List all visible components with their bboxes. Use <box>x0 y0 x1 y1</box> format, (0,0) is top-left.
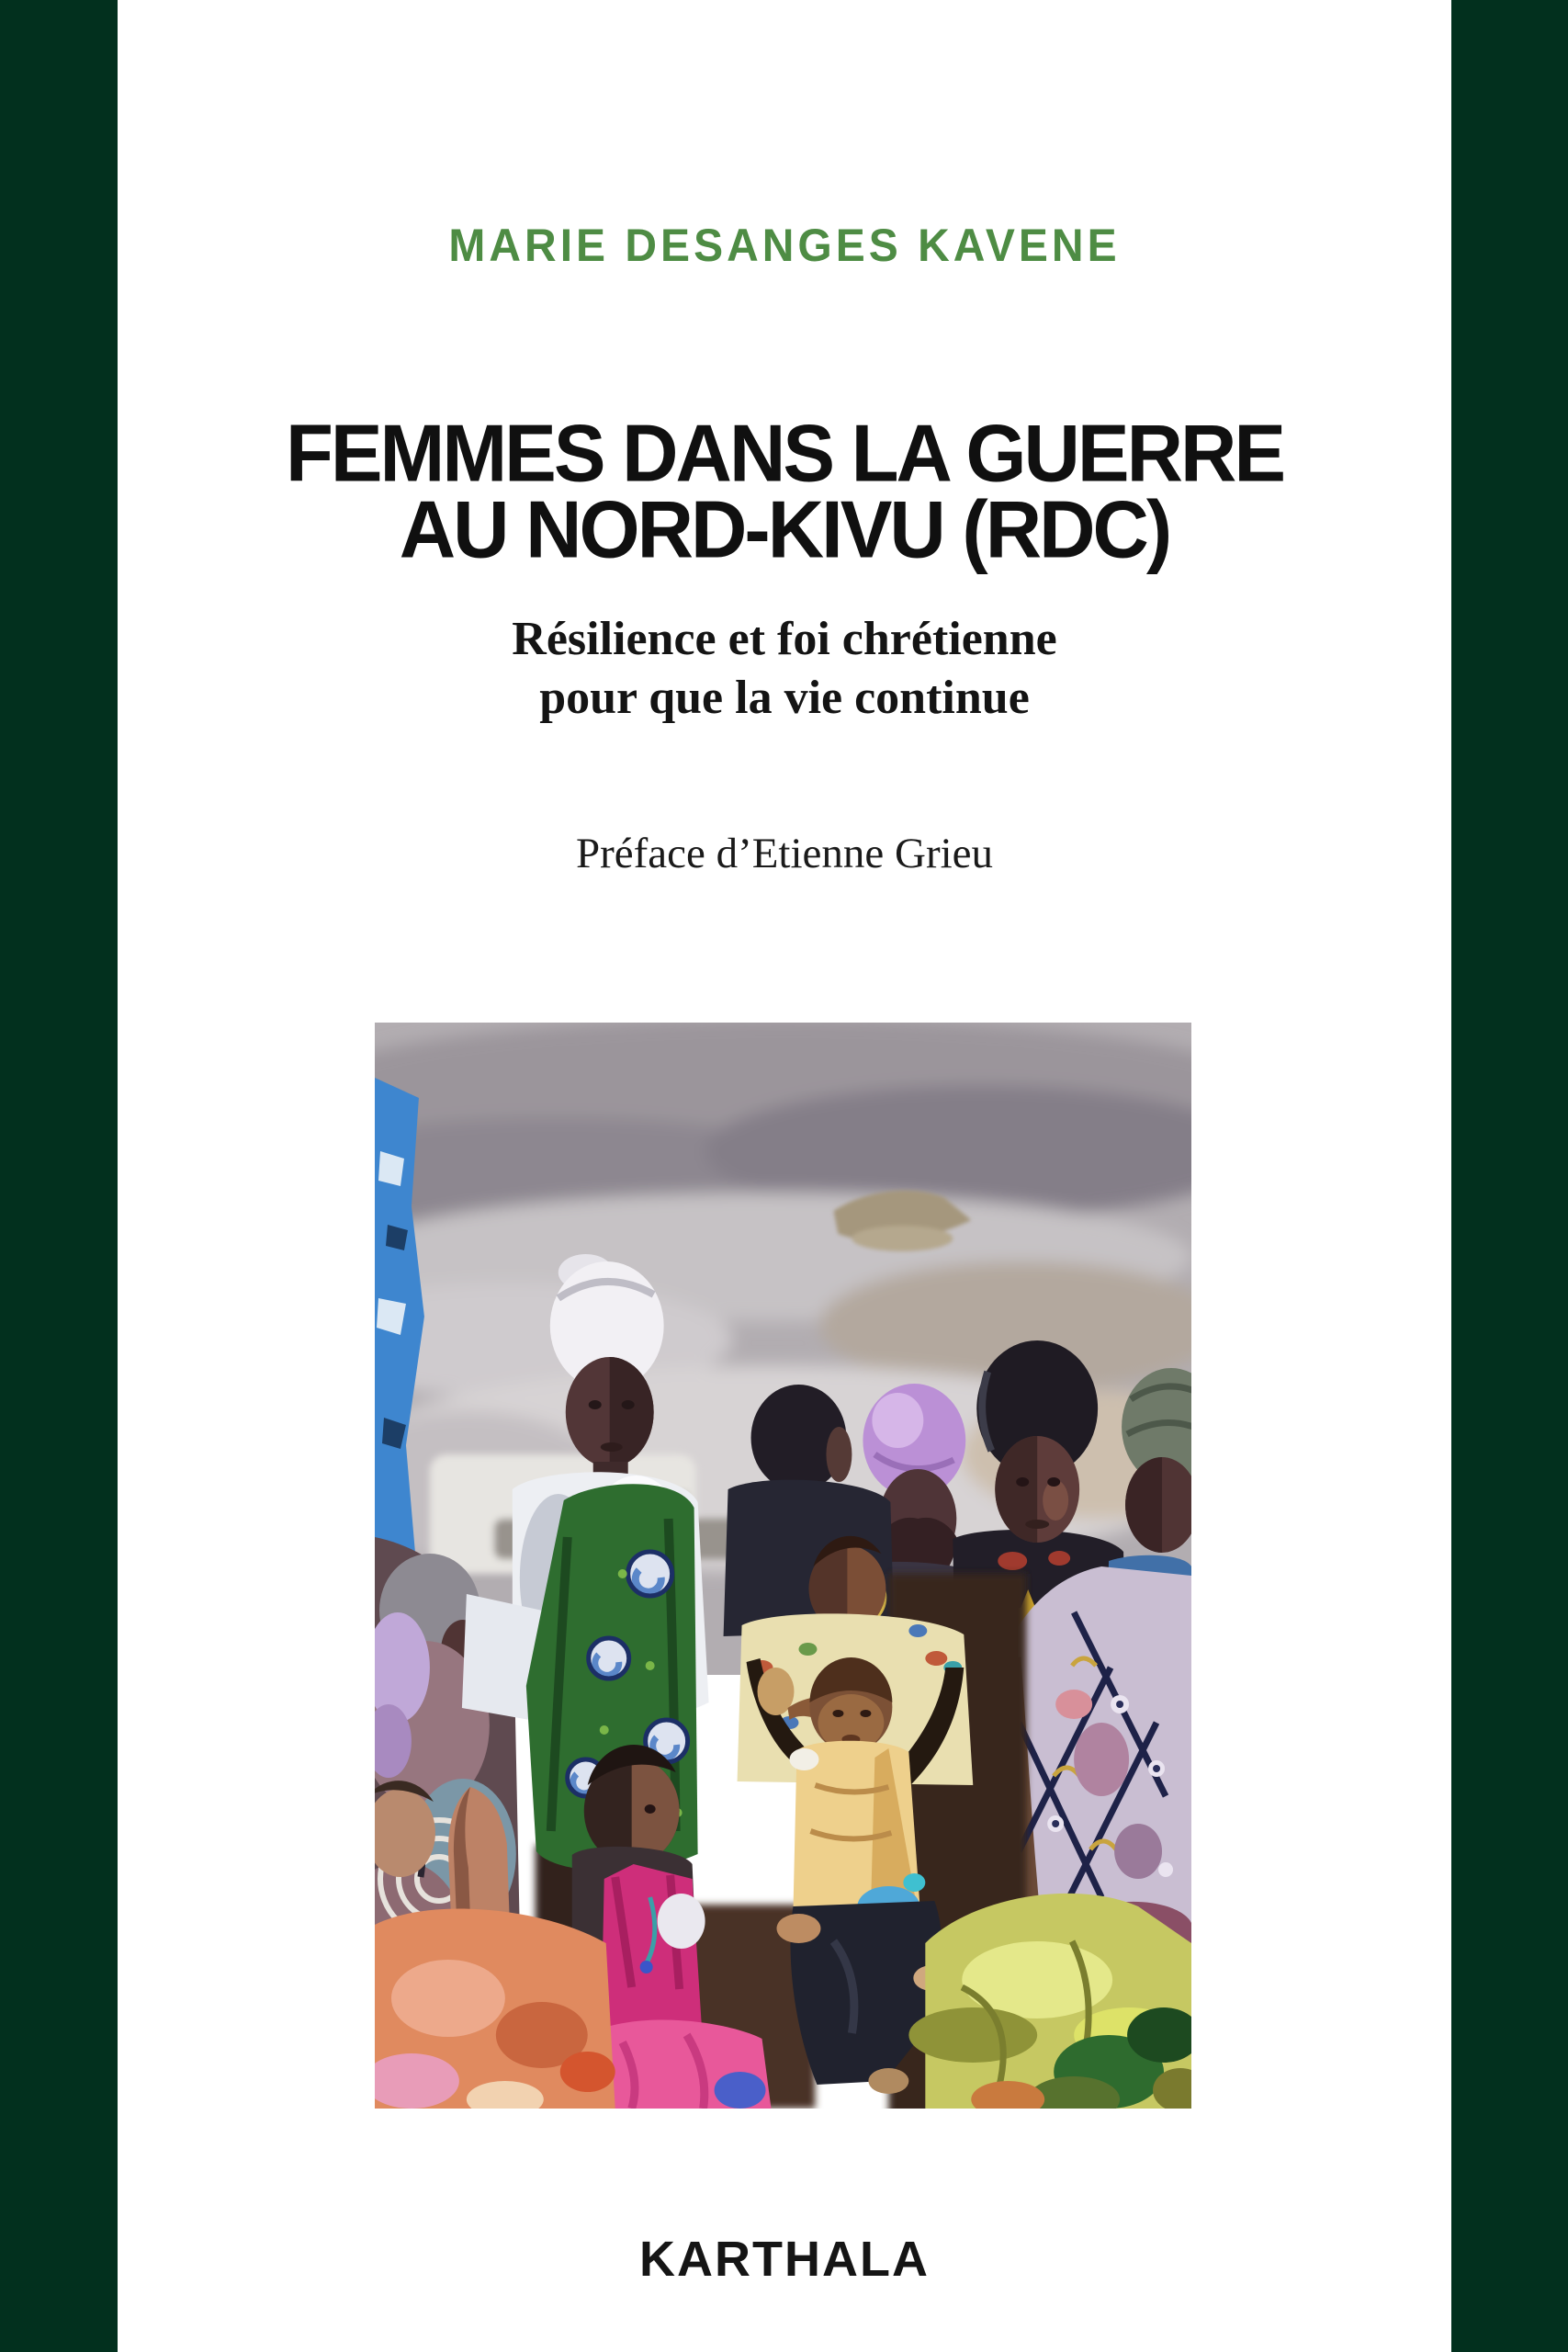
subtitle-line-1: Résilience et foi chrétienne <box>512 613 1057 665</box>
book-subtitle <box>118 610 1451 728</box>
preface-credit: Préface d’Etienne Grieu <box>575 830 994 877</box>
cover-panel <box>118 0 1451 2352</box>
cover-photo <box>375 1023 1191 2109</box>
cover-photo-illustration <box>375 1023 1191 2109</box>
title-line-1: FEMMES DANS LA GUERRE <box>285 408 1284 500</box>
publisher-name: KARTHALA <box>639 2232 930 2287</box>
book-title <box>118 408 1451 576</box>
right-border-band <box>1451 0 1568 2352</box>
subtitle-line-2: pour que la vie continue <box>539 672 1030 724</box>
title-line-2: AU NORD-KIVU (RDC) <box>399 484 1170 576</box>
left-border-band <box>0 0 118 2352</box>
author-name: MARIE DESANGES KAVENE <box>448 220 1121 272</box>
